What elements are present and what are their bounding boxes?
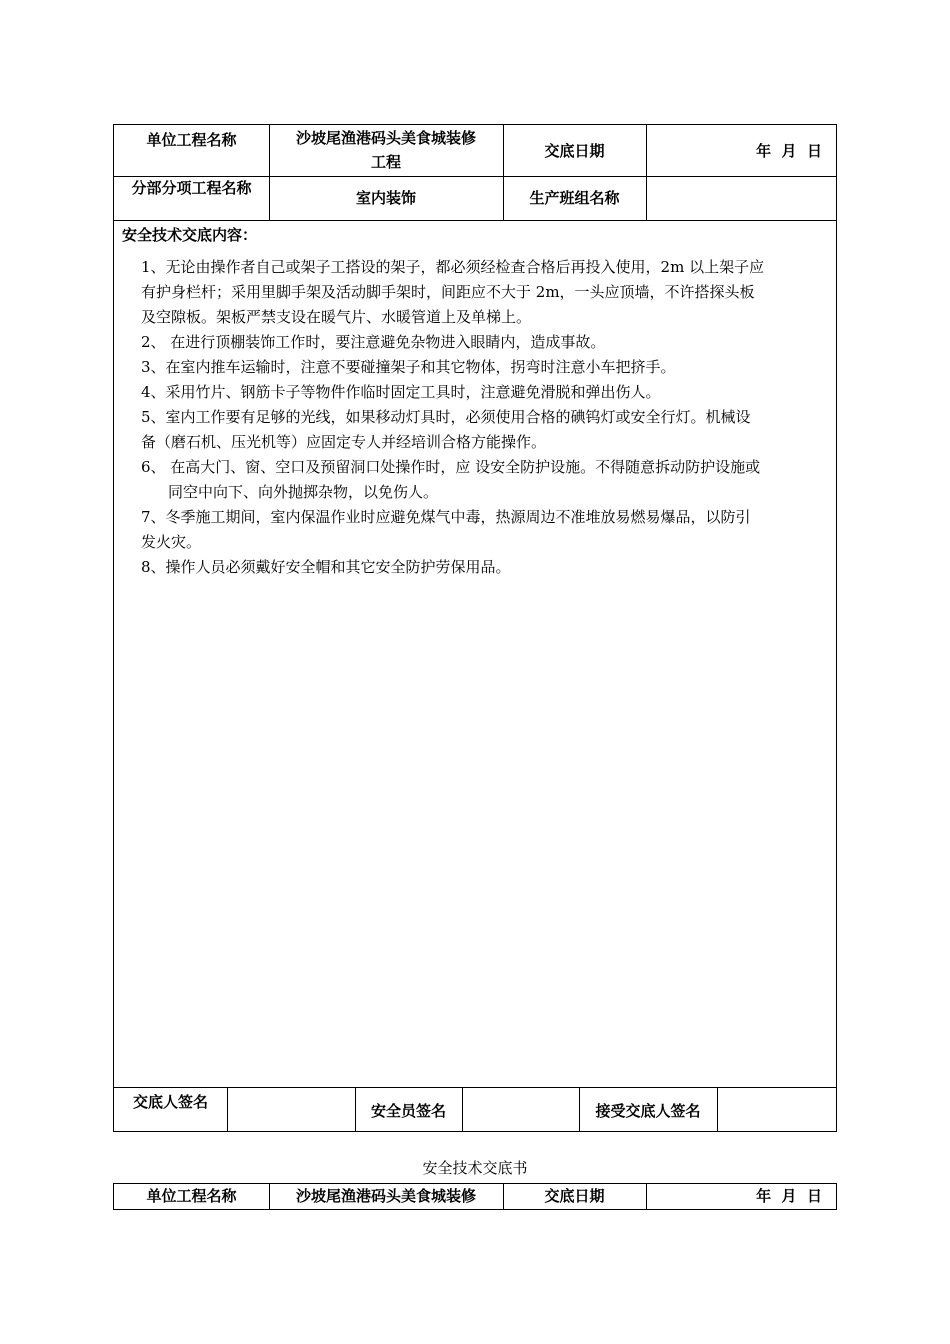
content-line: 3、在室内推车运输时，注意不要碰撞架子和其它物体，拐弯时注意小车把挤手。 (141, 358, 676, 376)
content-line: 4、采用竹片、钢筋卡子等物件作临时固定工具时，注意避免滑脱和弹出伤人。 (141, 383, 661, 401)
content-line: 备（磨石机、压光机等）应固定专人并经培训合格方能操作。 (141, 433, 547, 451)
column-divider (462, 1087, 463, 1132)
content-line: 1、无论由操作者自己或架子工搭设的架子，都必须经检查合格后再投入使用，2m 以上架子应 (141, 258, 765, 276)
unit-project-value-line1: 沙坡尾渔港码头美食城装修 (295, 129, 476, 147)
unit-project-value-line2: 工程 (370, 153, 401, 171)
content-line: 2、 在进行顶棚装饰工作时，要注意避免杂物进入眼睛内，造成事故。 (141, 333, 606, 351)
handover-date-value[interactable]: 年 月 日 (756, 142, 822, 160)
content-line: 发火灾。 (141, 533, 202, 551)
second-form-header (113, 1183, 837, 1210)
unit-project-label: 单位工程名称 (146, 131, 237, 149)
handover-person-label: 交底人签名 (132, 1093, 208, 1111)
second-handover-date-value[interactable]: 年 月 日 (756, 1187, 822, 1205)
receiver-label: 接受交底人签名 (595, 1102, 701, 1120)
content-body (141, 255, 831, 580)
team-label: 生产班组名称 (529, 189, 620, 207)
second-form-title: 安全技术交底书 (422, 1159, 528, 1177)
content-line: 8、操作人员必须戴好安全帽和其它安全防护劳保用品。 (141, 558, 511, 576)
second-handover-date-label: 交底日期 (544, 1187, 605, 1205)
row-divider (114, 1087, 836, 1088)
handover-date-label: 交底日期 (544, 142, 605, 160)
content-line: 7、冬季施工期间，室内保温作业时应避免煤气中毒，热源周边不准堆放易燃易爆品，以防引 (141, 508, 751, 526)
second-unit-project-label: 单位工程名称 (146, 1187, 237, 1205)
safety-officer-label: 安全员签名 (370, 1102, 446, 1120)
content-title: 安全技术交底内容： (122, 226, 258, 244)
content-line: 同空中向下、向外抛掷杂物，以免伤人。 (168, 483, 439, 501)
subproject-value: 室内装饰 (355, 189, 416, 207)
row-divider (114, 220, 836, 221)
column-divider (227, 1087, 228, 1132)
second-unit-project-value: 沙坡尾渔港码头美食城装修 (295, 1187, 476, 1205)
subproject-label: 分部分项工程名称 (131, 179, 252, 197)
column-divider (717, 1087, 718, 1132)
content-line: 5、室内工作要有足够的光线，如果移动灯具时，必须使用合格的碘钨灯或安全行灯。机械设 (141, 408, 751, 426)
content-line: 6、 在高大门、窗、空口及预留洞口处操作时，应 设安全防护设施。不得随意拆动防护设施或 (141, 458, 761, 476)
content-line: 及空隙板。架板严禁支设在暖气片、水暖管道上及单梯上。 (141, 308, 532, 326)
content-line: 有护身栏杆；采用里脚手架及活动脚手架时，间距应不大于 2m，一头应顶墙，不许搭探头板 (141, 283, 755, 301)
safety-handover-form (113, 124, 837, 1132)
